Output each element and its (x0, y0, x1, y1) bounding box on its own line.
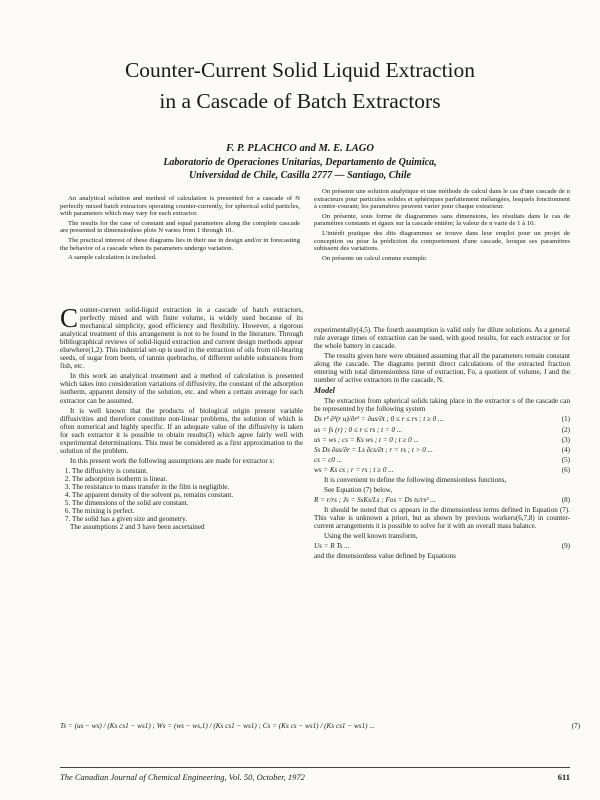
page-number: 611 (557, 772, 570, 782)
equation-3 (314, 436, 570, 444)
body-paragraph: It should be noted that cs appears in the dimensionless terms defined in Equation (7). This value is unknown a priori, but as shown by previous workers(6,7,8) in counter-current arrangements it is possible to solve for it with an overall mass balance. (314, 505, 570, 530)
equation-number: (9) (561, 542, 570, 551)
equation-number: (1) (561, 415, 570, 424)
equation-2 (314, 426, 570, 434)
affiliation-line-2: Universidad de Chile, Casilla 2777 — Santiago, Chile (189, 170, 411, 181)
equation-body: Ss Ds ∂us/∂r = Ls ∂cs/∂t ; r = rs ; t > 0 ... (314, 445, 433, 454)
body-right-column (314, 326, 570, 562)
abstract-english (60, 195, 300, 264)
paper-title-line-2: in a Cascade of Batch Extractors (159, 89, 441, 113)
abstract-fr-paragraph: L'intérêt pratique des dits diagrammes se trouve dans leur emploi pour un projet de conception ou pour la prédiction du comportement d'une cascade, lorsque ses paramètres subissent des variations. (314, 229, 570, 253)
equation-body: Ds r² ∂²(r u)/∂r² = ∂us/∂t ; 0 ≤ r ≤ rs ; t ≥ 0 ... (314, 415, 444, 424)
body-left-column (60, 303, 303, 533)
body-paragraph: The assumptions 2 and 3 have been ascertained (70, 523, 205, 532)
body-paragraph: It is convenient to define the following dimensionless functions, (324, 475, 507, 484)
equation-body: Us = R Ts ... (314, 542, 350, 551)
equation-body: Ts = (us − ws) / (Ks cs1 − ws1) ; Ws = (ws − ws,1) / (Ks cs1 − ws1) ; Cs = (Ks cs − ws1) / (Ks cs1 − ws1) ... (60, 722, 375, 730)
equation-body: us = fs (r) ; 0 ≤ r ≤ rs ; t = 0 ... (314, 425, 403, 434)
abstract-fr-paragraph: On présente un calcul comme exemple. (322, 254, 428, 262)
equation-9 (314, 542, 570, 550)
intro-paragraph: ounter-current solid-liquid extraction in a cascade of batch extractors, perfectly mixed and with finite volume, is widely used because of its mechanical simplicity, good efficiency and flexibility. However, a rigorous analytical treatment of this arrangement is not to be found in the literature. Through bibliographical reviews of solid-liquid extraction and current design methods appear elsewhere(1,2). This industrial set-up is used in the extraction of oils from oil-bearing seeds, of sugar from beets, of tannin quebracho, of different soluble substances from fish, etc. (60, 306, 303, 371)
equation-number: (5) (561, 455, 570, 464)
equation-4 (314, 446, 570, 454)
equation-number: (7) (571, 722, 580, 730)
assumption-item: 7. The solid has a given size and geometry. (72, 515, 303, 523)
equation-body: us = ws ; cs = Ks ws ; t = 0 ; t ≥ 0 ... (314, 435, 419, 444)
equation-number: (6) (561, 465, 570, 474)
body-paragraph: In this present work the following assumptions are made for extractor s: (70, 456, 275, 465)
equation-6 (314, 466, 570, 474)
equation-number: (4) (561, 445, 570, 454)
body-paragraph: Using the well known transform, (324, 532, 418, 541)
abstract-fr-paragraph: On présente, sous forme de diagrammes sans dimensions, les résultats dans le cas de paramètres constants et égaux sur la cascade entière; la valeur de n varie de 1 à 10. (314, 212, 570, 228)
body-paragraph: The results given here were obtained assuming that all the parameters remain constant along the cascade. The diagrams permit direct calculations of the extracted fraction entering with total dimensionless time of extraction, Fo, a quotient of volume, J and the number of active extractors in the cascade, N. (314, 352, 570, 385)
equation-body: cs = c0 ... (314, 455, 343, 464)
abstract-french (314, 188, 570, 264)
abstract-fr-paragraph: On présente une solution analytique et une méthode de calcul dans le cas d'une cascade de n extracteurs pour particules solides et sphériques parfaitement mélangées, lesquels fonctionnent à contre-courant; les paramètres peuvent varier pour chaque extracteur. (314, 188, 570, 211)
body-paragraph: and the dimensionless value defined by Equations (314, 552, 456, 561)
equation-number: (8) (561, 495, 570, 504)
body-paragraph: It is well known that the products of biological origin present variable diffusivities and therefore constitute non-linear problems, the solution of which is often numerical and highly specific. If an adequate value of the diffusivity is taken for each extractor it is possible to obtain results(3) which agree fairly well with experimental determinations. This must be considered as a first approximation to the solution of the problem. (60, 406, 303, 455)
paper-title-line-1: Counter-Current Solid Liquid Extraction (124, 58, 476, 82)
equation-7 (60, 722, 580, 730)
equation-body: ws = Ks cs ; r = rs ; t ≥ 0 ... (314, 465, 394, 474)
assumption-item: 5. The dimensions of the solid are constant. (72, 499, 303, 507)
abstract-en-paragraph: An analytical solution and method of calculation is presented for a cascade of N perfectly mixed batch extractors operating counter-currently, for spherical solid particles, with parameters which may vary for each extractor. (60, 195, 300, 218)
equation-8 (314, 496, 570, 504)
affiliation-line-1: Laboratorio de Operaciones Unitarias, Departamento de Quimica, (163, 157, 437, 168)
equation-1 (314, 415, 570, 423)
abstract-en-paragraph: A sample calculation is included. (68, 254, 157, 262)
drop-cap: C (60, 303, 79, 333)
body-paragraph: See Equation (7) below, (324, 485, 393, 494)
abstract-en-paragraph: The practical interest of these diagrams lies in their use in design and/or in forecasting the behavior of a cascade when its parameters undergo variation. (60, 236, 300, 252)
assumptions-list (60, 467, 303, 523)
assumption-item: 4. The apparent density of the solvent ρs, remains constant. (72, 491, 303, 499)
authors: F. P. PLACHCO and M. E. LAGO (226, 143, 374, 154)
assumption-item: 1. The diffusivity is constant. (72, 467, 303, 475)
section-heading-model: Model (314, 386, 335, 396)
assumption-item: 2. The adsorption isotherm is linear. (72, 475, 303, 483)
equation-5 (314, 456, 570, 464)
page-footer (60, 772, 570, 782)
body-paragraph: In this work an analytical treatment and a method of calculation is presented which takes into consideration variations of diffusivity, the constant of the adsorption isotherm, apparent density of the solution, etc. and when a certain average for each extractor can be assumed. (60, 372, 303, 405)
equation-body: R = r/rs ; Js = SsKs/Ls ; Fos = Ds ts/rs² ... (314, 495, 436, 504)
abstract-en-paragraph: The results for the case of constant and equal parameters along the complete cascade are presented in dimensionless plots N varies from 1 through 10. (60, 219, 300, 235)
footer-rule (60, 767, 570, 768)
equation-number: (3) (561, 435, 570, 444)
journal-citation: The Canadian Journal of Chemical Engineering, Vol. 50, October, 1972 (60, 772, 305, 782)
body-paragraph: experimentally(4,5). The fourth assumption is valid only for dilute solutions. As a general rule average times of extraction can be used, with good results, for each extractor or for the whole battery in cascade. (314, 326, 570, 351)
equation-number: (2) (561, 425, 570, 434)
assumption-item: 6. The mixing is perfect. (72, 507, 303, 515)
assumption-item: 3. The resistance to mass transfer in the film is negligible. (72, 483, 303, 491)
body-paragraph: The extraction from spherical solids taking place in the extractor s of the cascade can be represented by the following system (314, 397, 570, 414)
